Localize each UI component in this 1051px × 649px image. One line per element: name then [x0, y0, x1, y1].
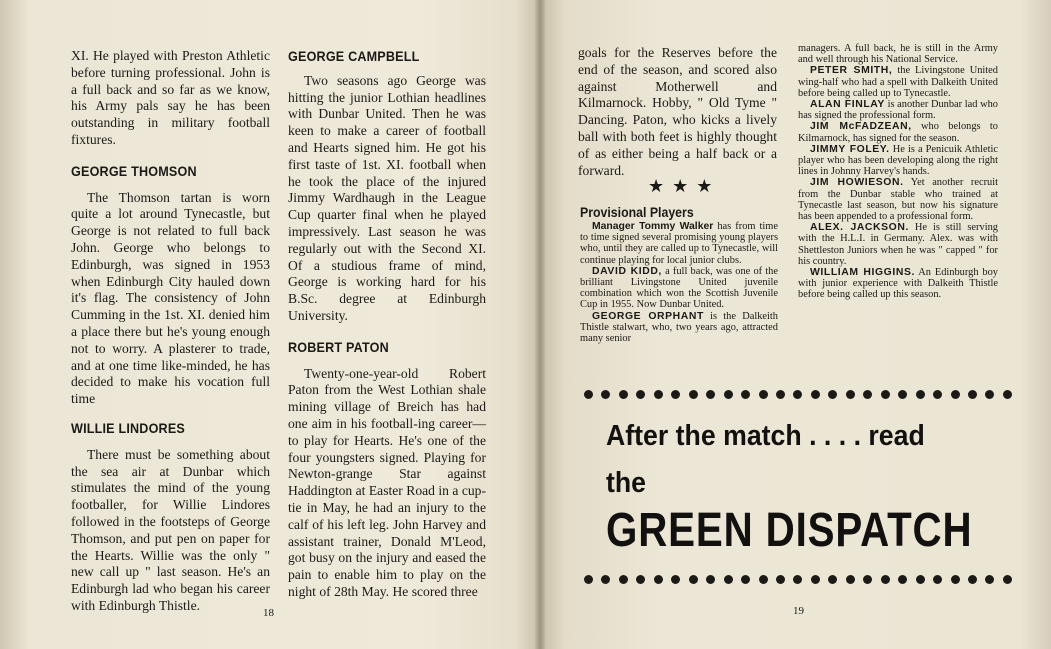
article-text: Twenty-one-year-old Robert Paton from the West Lothian shale mining village of Breich has had one aim in his football-ing career—to play for Hearts. He's one of the four youngsters signed. Playing for Newton-grange Star against Haddington at Easter Road in a cup-tie in May, he had an injury to the calf of his left leg. John Harvey and assistant trainer, Donald M'Leod, got busy on the injury and eased the pain to enable him to play on the night of 28th May. He scored three	[288, 365, 486, 599]
right-column-1	[578, 45, 777, 179]
article-text: goals for the Reserves before the end of the season, and scored also against Motherwell and Kilmarnock. Hobby, " Old Tyme " Dancing. Paton, who kicks a lively ball with both feet is highly thought of as either being a half back or a forward.	[578, 45, 777, 178]
left-column-1	[71, 48, 270, 615]
article-text: The Thomson tartan is worn quite a lot around Tynecastle, but George is not related to full back John. George who belongs to Edinburgh, was signed in 1953 when Edinburgh City hauled down it's flag. The consistency of John Cumming in the 1st. XI. denied him a place there but he's young enough not to worry. A plasterer to trade, and at one time like-minded, he has decided to make his vocation full time	[71, 189, 270, 407]
player-entry: Manager Tommy Walker has from time to time signed several promising young players who, until they are called up to Tynecastle, will continue playing for local junior clubs.	[580, 221, 778, 266]
article-text: Two seasons ago George was hitting the junior Lothian headlines with Dunbar United. Then he was keen to make a career of football and Hearts signed him. He got his first taste of 1st. XI. football when he took the place of the injured Jimmy Wardhaugh in the League Cup quarter final when he played impressively. Last season he was regularly out with the Second XI. Of a studious frame of mind, George is working hard for his B.Sc. degree at Edinburgh University.	[288, 72, 486, 323]
player-entry: ALAN FINLAY is another Dunbar lad who has signed the professional form.	[798, 99, 998, 122]
dot-border-bottom	[584, 575, 1012, 584]
heading-provisional-players: Provisional Players	[580, 204, 694, 220]
player-name: JIMMY FOLEY.	[810, 143, 890, 155]
provisional-players-list	[580, 221, 778, 344]
player-entry: GEORGE ORPHANT is the Dalkeith Thistle stalwart, who, two years ago, attracted many senior	[580, 310, 778, 345]
page-number: 18	[263, 607, 274, 619]
left-column-2	[288, 48, 486, 601]
right-page	[540, 0, 1051, 649]
player-name: GEORGE ORPHANT	[592, 310, 704, 322]
player-name: JIM HOWIESON.	[810, 177, 904, 189]
player-name: ALAN FINLAY	[810, 99, 885, 111]
page-number: 19	[793, 605, 804, 617]
book-spine	[535, 0, 545, 649]
right-column-2	[798, 43, 998, 301]
player-entry: WILLIAM HIGGINS. An Edinburgh boy with junior experience with Dalkeith Thistle before being called up this season.	[798, 267, 998, 301]
heading-willie-lindores: WILLIE LINDORES	[71, 419, 186, 436]
player-entry: DAVID KIDD, a full back, was one of the brilliant Livingstone United juvenile combination which won the Scottish Juvenile Cup in 1955. Now Dunbar United.	[580, 265, 778, 311]
dot-border-top	[584, 390, 1012, 399]
heading-robert-paton: ROBERT PATON	[288, 338, 389, 355]
advert-line-2: the	[606, 467, 647, 499]
player-entry: JIMMY FOLEY. He is a Penicuik Athletic player who has been developing along the right lines in Johnny Harvey's hands.	[798, 143, 998, 178]
advert-line-1: After the match . . . . read	[606, 420, 925, 452]
player-name: Manager Tommy Walker	[592, 221, 714, 232]
article-text: XI. He played with Preston Athletic before turning professional. John is a full back and so far as we know, his Army pals say he has been outstanding in military football fixtures.	[71, 48, 270, 147]
player-entry: JIM McFADZEAN, who belongs to Kilmarnock, has signed for the season.	[798, 121, 999, 144]
player-name: ALEX. JACKSON.	[810, 222, 909, 234]
player-entry: ALEX. JACKSON. He is still serving with the H.L.I. in Germany. Alex. was with Shettleston Juniors when he was " capped " for his country.	[798, 222, 998, 267]
heading-george-campbell: GEORGE CAMPBELL	[288, 48, 420, 64]
player-name: PETER SMITH,	[810, 65, 893, 77]
advert-title-green-dispatch: GREEN DISPATCH	[606, 504, 973, 557]
heading-george-thomson: GEORGE THOMSON	[71, 162, 197, 179]
star-divider: ★★★	[648, 176, 721, 197]
player-name: DAVID KIDD,	[592, 265, 662, 277]
player-entry: JIM HOWIESON. Yet another recruit from the Dunbar stable who trained at Tynecastle last season, but now his signature has been appended to a professional form.	[798, 177, 999, 223]
article-text: managers. A full back, he is still in the Army and well through his National Service.	[798, 43, 998, 66]
article-text: There must be something about the sea air at Dunbar which stimulates the mind of the young footballer, for Willie Lindores followed in the footsteps of George Thomson, and put pen on paper for the Hearts. Willie was the only " new call up " last season. He's an Edinburgh lad who began his career with Edinburgh Thistle.	[71, 446, 270, 613]
player-name: WILLIAM HIGGINS.	[810, 267, 915, 279]
player-entry: PETER SMITH, the Livingstone United wing-half who had a spell with Dalkeith United before being called up to Tynecastle.	[798, 65, 998, 99]
player-name: JIM McFADZEAN,	[810, 121, 912, 133]
